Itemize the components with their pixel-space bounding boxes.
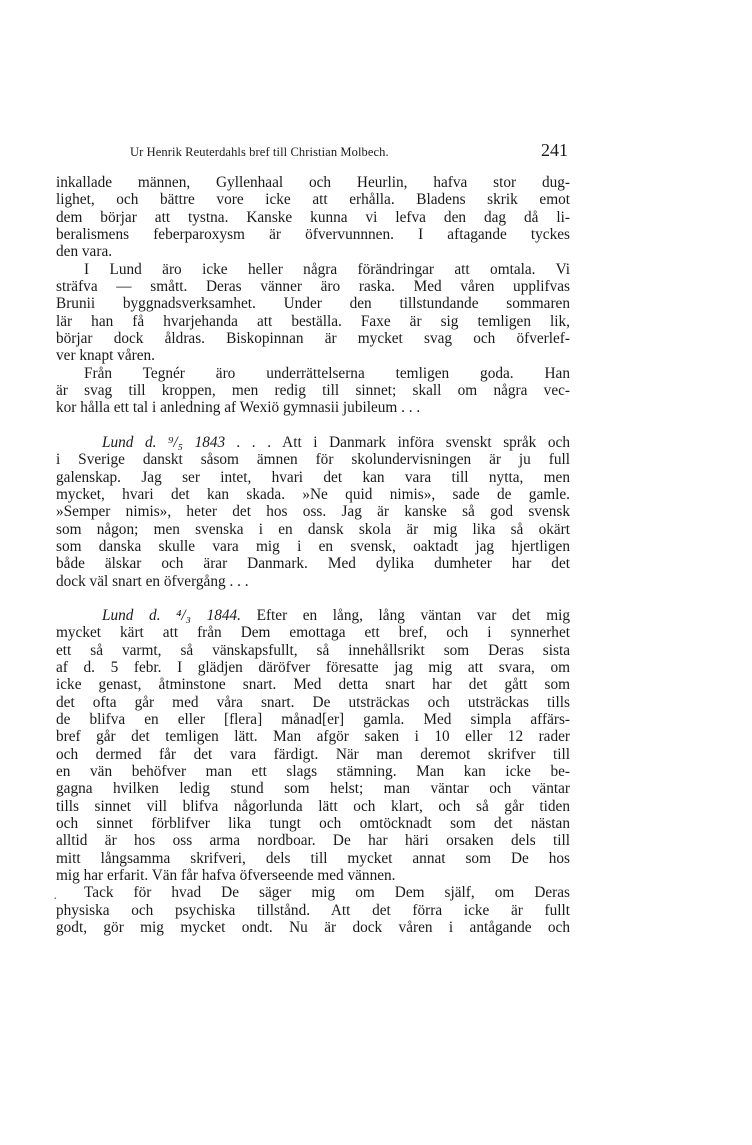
text-line: physiska och psychiska tillstånd. Att det förra icke är fullt (56, 901, 570, 919)
text-line: och sinnet förblifver lika tungt och omtöcknadt som det nästan (56, 815, 570, 833)
text-line: både älskar och ärar Danmark. Med dylika dumheter har det (56, 555, 570, 573)
text-line: af d. 5 febr. I glädjen däröfver föresatte jag mig att svara, om (56, 658, 570, 676)
text-line: sträfva — smått. Deras vänner äro raska. Med våren upplifvas (56, 278, 570, 296)
text-line: Från Tegnér äro underrättelserna temligen goda. Han (84, 364, 570, 382)
text-line: mitt långsamma skrifveri, dels till mycket annat som De hos (56, 849, 570, 867)
text-line-content: Efter en lång, lång väntan var det mig (256, 606, 570, 624)
paragraph (56, 365, 570, 417)
text-line: icke genast, åtminstone snart. Med detta snart har det gått som (56, 676, 570, 694)
text-line: en vän behöfver man ett slags stämning. Man kan icke be- (56, 763, 570, 780)
text-line: som någon; men svenska i en dansk skola är mig lika så okärt (56, 520, 570, 538)
text-line: i Sverige danskt såsom ämnen för skolundervisningen är ju full (56, 451, 570, 469)
body-text (56, 174, 570, 936)
text-line: börjar dock åldras. Biskopinnan är mycket svag och öfverlef- (56, 330, 570, 348)
letter-date: Lund d. ⁹/₅ 1843 . . . (102, 433, 272, 451)
text-line (56, 607, 570, 624)
text-line: dock väl snart en öfvergång . . . (56, 572, 249, 590)
text-line: dem börjar att tystna. Kanske kunna vi lefva den dag då li- (56, 208, 570, 226)
paragraph (56, 261, 570, 365)
text-line: godt, gör mig mycket ondt. Nu är dock våren i antågande och (56, 919, 570, 937)
text-line: lighet, och bättre vore icke att erhålla. Bladens skrik emot (56, 191, 570, 209)
running-title: Ur Henrik Reuterdahls bref till Christian Molbech. (130, 145, 389, 159)
text-line: galenskap. Jag ser intet, hvari det kan vara till nytta, men (56, 468, 570, 486)
paragraph (56, 884, 570, 936)
text-line: mycket, hvari det kan skada. »Ne quid nimis», sade de gamle. (56, 485, 570, 503)
text-line: »Semper nimis», heter det hos oss. Jag är kanske så god svensk (56, 503, 570, 521)
text-line: beralismens feberparoxysm är öfvervunnnen. I aftagande tyckes (56, 226, 570, 244)
text-line: tills sinnet vill blifva någorlunda lätt och klart, och så går tiden (56, 797, 570, 815)
text-line: den vara. (56, 243, 113, 261)
text-line: de blifva en eller [flera] månad[er] gamla. Med simpla affärs- (56, 710, 570, 728)
margin-mark: · (53, 892, 58, 907)
page-header (130, 140, 568, 164)
letter-entry (56, 434, 570, 590)
text-line: I Lund äro icke heller några förändringar att omtala. Vi (84, 260, 570, 278)
text-line: är svag till kroppen, men redig till sinnet; skall om några vec- (56, 382, 570, 400)
text-line: mycket kärt att från Dem emottaga ett bref, och i synnerhet (56, 624, 570, 642)
text-line: ett så varmt, så vänskapsfullt, så innehållsrikt som Deras sista (56, 641, 570, 659)
text-line (56, 434, 570, 451)
text-line: lär han få hvarjehanda att beställa. Faxe är sig temligen lik, (56, 312, 570, 330)
text-line: som danska skulle vara mig i en svensk, oaktadt jag hjertligen (56, 537, 570, 555)
text-line: bref går det temligen lätt. Man afgör saken i 10 eller 12 rader (56, 728, 570, 746)
text-line: alltid är hos oss arma nordboar. De har häri orsaken dels till (56, 832, 570, 850)
text-line: Brunii byggnadsverksamhet. Under den tillstundande sommaren (56, 295, 570, 313)
letter-date: Lund d. ⁴/₃ 1844. (102, 606, 241, 624)
text-line: ver knapt våren. (56, 347, 155, 365)
page-number: 241 (541, 140, 568, 160)
paragraph (56, 174, 570, 261)
text-line: mig har erfarit. Vän får hafva öfverseende med vännen. (56, 867, 396, 885)
text-line: Tack för hvad De säger mig om Dem själf, om Deras (84, 884, 570, 902)
text-line: kor hålla ett tal i anledning af Wexiö gymnasii jubileum . . . (56, 399, 421, 417)
text-line: gagna hvilken ledig stund som helst; man väntar och väntar (56, 780, 570, 798)
letter-entry (56, 607, 570, 885)
text-line: det ofta går med våra snart. De utsträckas och utsträckas tills (56, 693, 570, 711)
text-line-content: Att i Danmark införa svenskt språk och (282, 433, 570, 451)
text-line: inkallade männen, Gyllenhaal och Heurlin, hafva stor dug- (56, 174, 570, 191)
text-line: och dermed får det vara färdigt. När man deremot skrifver till (56, 745, 570, 763)
